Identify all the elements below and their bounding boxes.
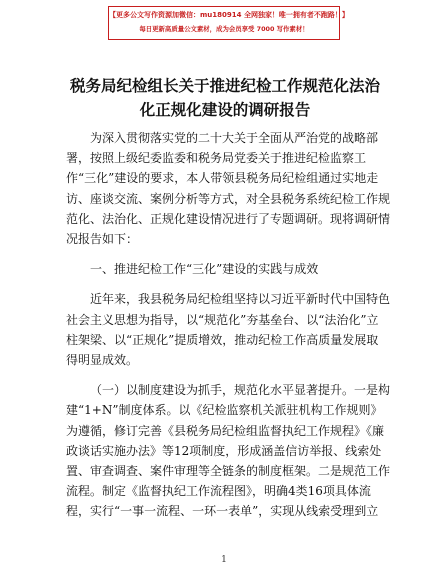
title-line-2: 化正规化建设的调研报告 (139, 100, 311, 119)
page-number: 1 (221, 555, 227, 565)
text-line: 置、审查调查、案件审理等全链条的制度框架。二是规范工作 (66, 464, 391, 479)
text-line: 作“三化”建设的要求，本人带领县税务局纪检组通过实地走 (66, 171, 379, 186)
text-line: 署，按照上级纪委监委和税务局党委关于推进纪检监察工 (66, 151, 367, 166)
text-line: 柱架梁、以“正规化”提质增效，推动纪检工作高质量发展取 (66, 332, 379, 347)
text-line: 访、座谈交流、案例分析等方式，对全县税务系统纪检工作规 (66, 191, 391, 206)
text-line: （一）以制度建设为抓手，规范化水平显著提升。一是构 (90, 383, 391, 398)
document-title (40, 74, 410, 122)
text-line: 社会主义思想为指导，以“规范化”夯基垒台、以“法治化”立 (66, 312, 379, 327)
text-line: 建“1+N”制度体系。以《纪检监察机关派驻机构工作规则》 (66, 403, 383, 418)
title-line-1: 税务局纪检组长关于推进纪检工作规范化法治 (69, 76, 380, 95)
text-line: 为遵循，修订完善《县税务局纪检组监督执纪工作规程》《廉 (66, 423, 385, 438)
section-paragraph (66, 289, 391, 370)
section-heading: 一、推进纪检工作“三化”建设的实践与成效 (90, 262, 319, 277)
text-line: 况报告如下： (66, 232, 139, 247)
banner-line-1: 【更多公文写作资源加微信：mu180914 全网独家！唯一拥有者不跑路！】 (109, 11, 349, 19)
text-line: 近年来，我县税务局纪检组坚持以习近平新时代中国特色 (90, 292, 391, 307)
text-line: 政谈话实施办法》等12项制度，形成涵盖信访举报、线索处 (66, 443, 382, 458)
text-line: 为深入贯彻落实党的二十大关于全面从严治党的战略部 (90, 131, 379, 145)
text-line: 范化、法治化、正规化建设情况进行了专题调研。现将调研情 (66, 211, 391, 226)
intro-paragraph (66, 128, 391, 249)
banner-line-2: 每日更新高质量公文素材，成为会员享受 7000 写作素材！ (139, 25, 309, 33)
text-line: 程，实行“一事一流程、一环一表单”，实现从线索受理到立 (66, 504, 379, 519)
subsection-paragraph (66, 380, 391, 521)
promo-banner (108, 6, 349, 40)
text-line: 流程。制定《监督执纪工作流程图》，明确4类16项具体流 (66, 484, 371, 499)
document-body (66, 128, 391, 532)
text-line: 得明显成效。 (66, 353, 139, 368)
